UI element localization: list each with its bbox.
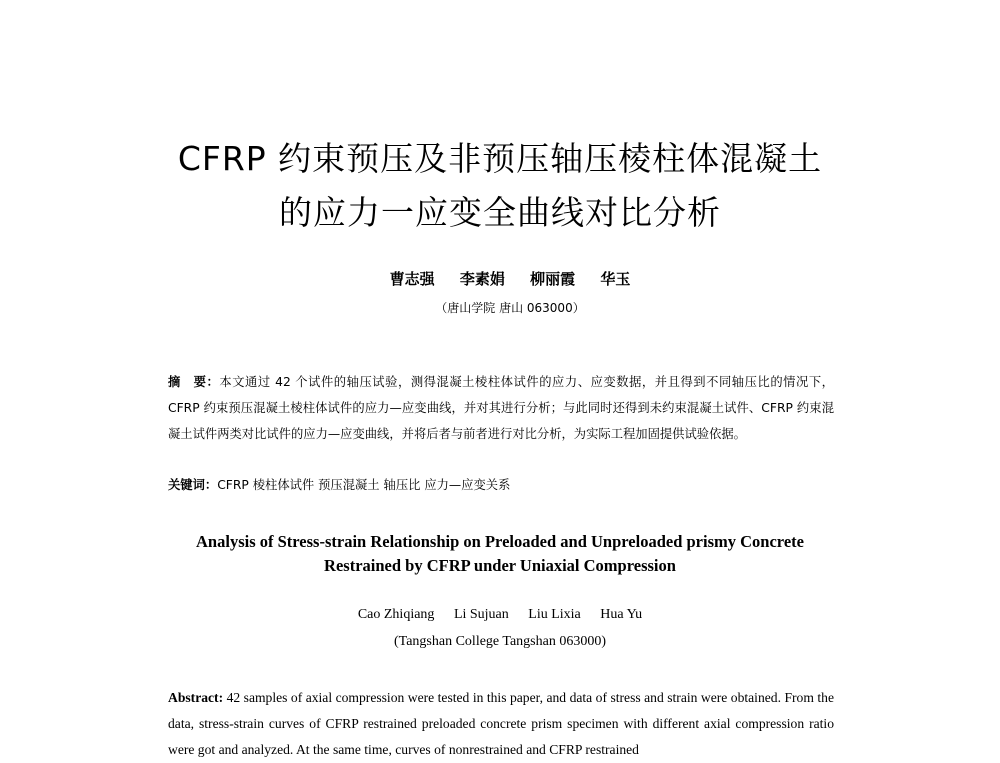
author-cn-1: 曹志强 [389,270,435,288]
author-cn-2: 李素娟 [459,270,505,288]
author-en-4: Hua Yu [600,607,643,622]
abstract-cn-text: 本文通过 42 个试件的轴压试验，测得混凝土棱柱体试件的应力、应变数据，并且得到不同轴压比的情况下，CFRP 约束预压混凝土棱柱体试件的应力—应变曲线，并对其进行分析；与此同时还得到未约束混凝土试件、CFRP 约束混凝土试件两类对比试件的应力—应变曲线，并将后者与前者进行对比分析，为实际工程加固提供试验依据。 [168,375,834,441]
author-en-3: Liu Lixia [528,607,581,622]
authors-cn [300,268,720,289]
author-cn-4: 华玉 [600,270,631,288]
affiliation-cn: （唐山学院 唐山 063000） [435,301,585,315]
title-en-line-2: Restrained by CFRP under Uniaxial Compression [324,556,676,575]
title-cn-line-2: 的应力一应变全曲线对比分析 [279,193,721,232]
abstract-cn [168,369,834,447]
title-en-line-1: Analysis of Stress-strain Relationship on Preloaded and Unpreloaded prismy Concrete [196,532,804,551]
abstract-cn-label: 摘 要： [168,375,220,389]
keywords-cn [168,475,834,493]
author-cn-3: 柳丽霞 [530,270,576,288]
affiliation-en: (Tangshan College Tangshan 063000) [393,634,607,649]
keywords-cn-text: CFRP 棱柱体试件 预压混凝土 轴压比 应力—应变关系 [217,478,511,492]
abstract-en-text: 42 samples of axial compression were tested in this paper, and data of stress and strain were obtained. From the data, stress-strain curves of CFRP restrained preloaded concrete prism specimen with different axial compression ratio were got and analyzed. At the same time, curves of nonrestrained and CFRP restrained [168,690,834,757]
author-en-1: Cao Zhiqiang [357,607,435,622]
abstract-en-label: Abstract: [168,690,224,705]
keywords-cn-label: 关键词： [168,478,218,492]
author-en-2: Li Sujuan [453,607,509,622]
title-cn-line-1: CFRP 约束预压及非预压轴压棱柱体混凝土 [177,139,823,178]
authors-en [300,607,700,623]
abstract-en [168,685,834,763]
